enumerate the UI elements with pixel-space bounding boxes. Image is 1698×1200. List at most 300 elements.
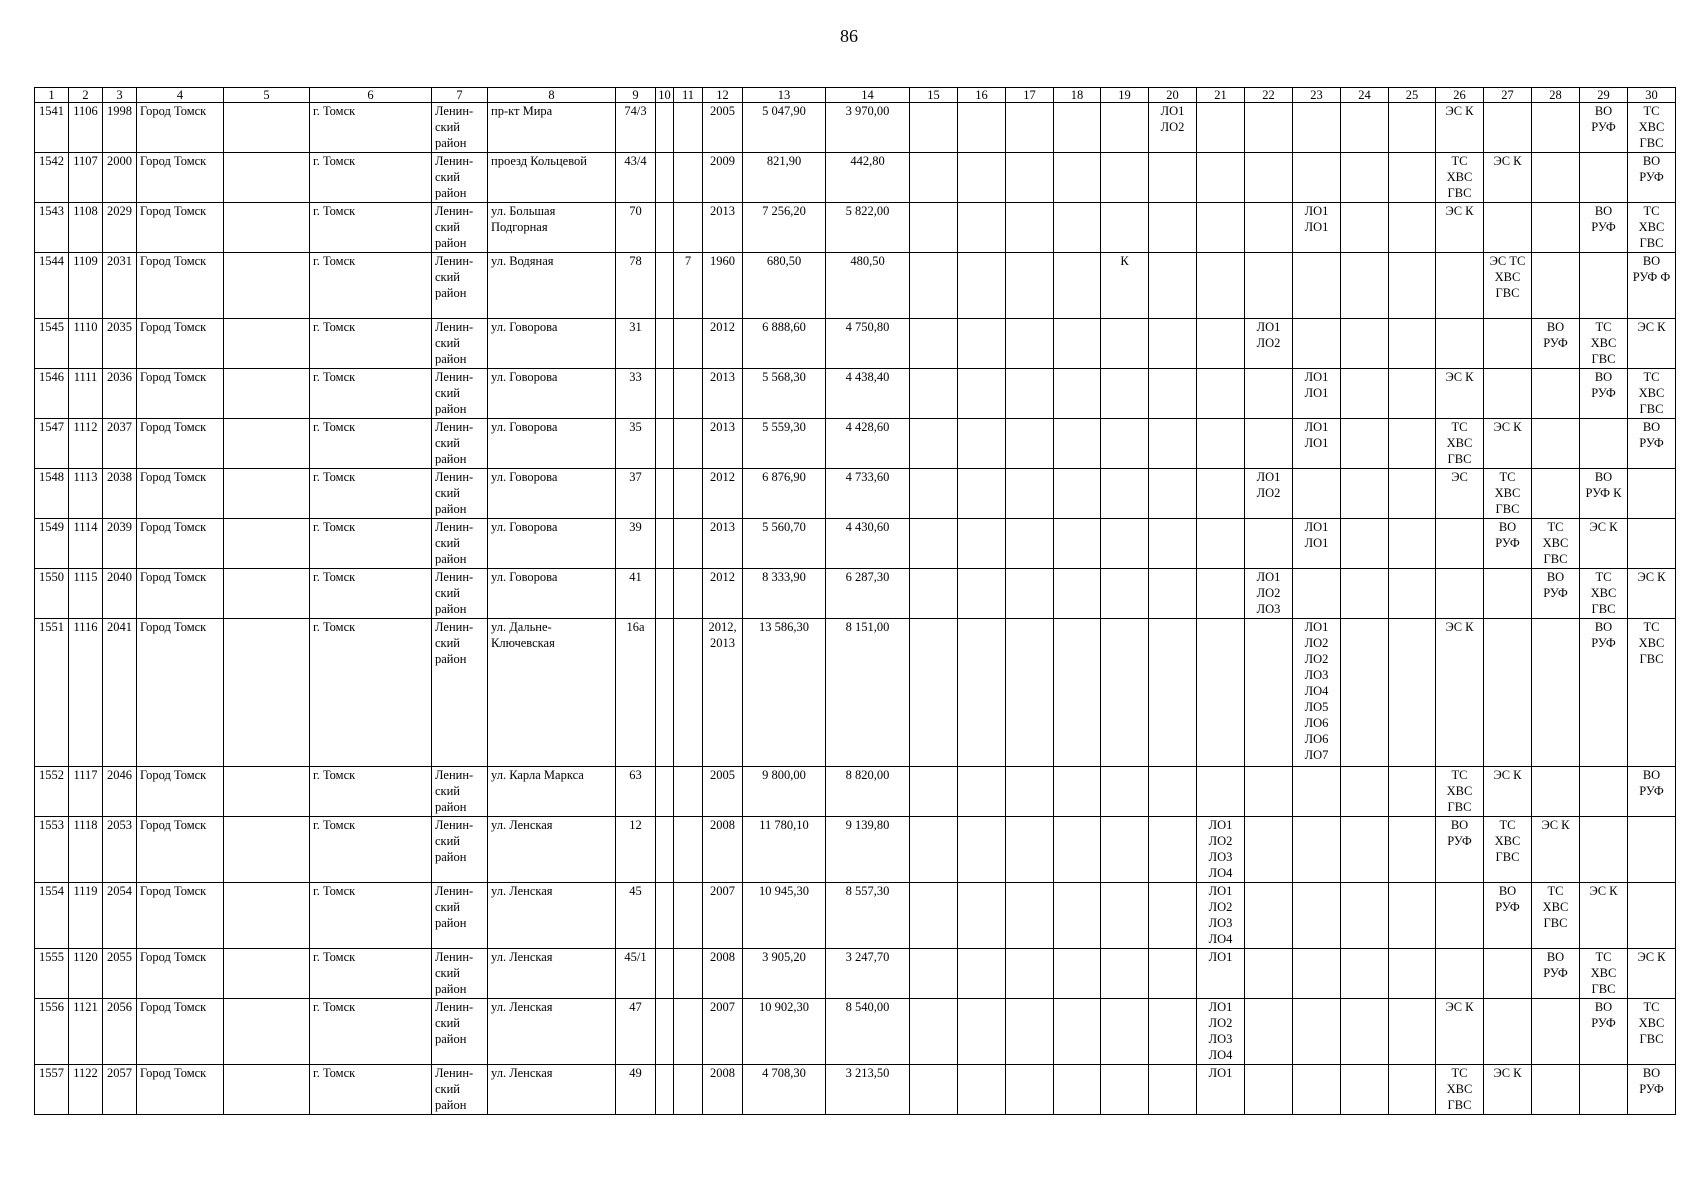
house-number-cell: 37	[616, 469, 656, 519]
total-area-cell: 5 559,30	[743, 419, 826, 469]
house-id-cell: 2041	[103, 619, 137, 767]
header-row	[35, 88, 1676, 103]
col-23-cell: ЛО1 ЛО1	[1293, 369, 1341, 419]
col-18-cell	[1054, 767, 1101, 817]
column-number-header: 9	[616, 88, 656, 103]
settlement-cell: г. Томск	[310, 469, 432, 519]
col-15-cell	[910, 319, 958, 369]
col-10-cell	[656, 883, 674, 949]
col-20-cell	[1149, 319, 1197, 369]
living-area-cell: 9 139,80	[826, 817, 910, 883]
registry-number-cell: 1112	[69, 419, 103, 469]
col-21-cell	[1197, 369, 1245, 419]
year-cell: 2013	[703, 419, 743, 469]
settlement-cell: г. Томск	[310, 883, 432, 949]
municipality-cell: Город Томск	[137, 569, 224, 619]
col-21-cell: ЛО1	[1197, 1065, 1245, 1115]
settlement-type-cell	[224, 999, 310, 1065]
col-26-cell	[1436, 883, 1484, 949]
col-21-cell	[1197, 253, 1245, 319]
municipality-cell: Город Томск	[137, 253, 224, 319]
table-row	[35, 469, 1676, 519]
year-cell: 1960	[703, 253, 743, 319]
col-10-cell	[656, 949, 674, 999]
settlement-cell: г. Томск	[310, 767, 432, 817]
col-20-cell	[1149, 419, 1197, 469]
house-number-cell: 47	[616, 999, 656, 1065]
settlement-type-cell	[224, 817, 310, 883]
col-11-cell	[674, 419, 703, 469]
district-cell: Ленин- ский район	[432, 519, 488, 569]
col-27-cell: ЭС К	[1484, 767, 1532, 817]
house-number-cell: 16а	[616, 619, 656, 767]
col-29-cell: ВО РУФ	[1580, 203, 1628, 253]
house-id-cell: 2031	[103, 253, 137, 319]
col-18-cell	[1054, 949, 1101, 999]
col-18-cell	[1054, 619, 1101, 767]
column-number-header: 6	[310, 88, 432, 103]
col-28-cell	[1532, 619, 1580, 767]
year-cell: 2013	[703, 203, 743, 253]
col-26-cell: ЭС К	[1436, 203, 1484, 253]
district-cell: Ленин- ский район	[432, 319, 488, 369]
registry-number-cell: 1108	[69, 203, 103, 253]
col-23-cell	[1293, 153, 1341, 203]
col-27-cell	[1484, 949, 1532, 999]
house-number-cell: 35	[616, 419, 656, 469]
row-number-cell: 1548	[35, 469, 69, 519]
registry-number-cell: 1111	[69, 369, 103, 419]
col-26-cell: ЭС К	[1436, 103, 1484, 153]
col-15-cell	[910, 369, 958, 419]
living-area-cell: 442,80	[826, 153, 910, 203]
col-18-cell	[1054, 999, 1101, 1065]
col-27-cell	[1484, 999, 1532, 1065]
column-number-header: 25	[1389, 88, 1436, 103]
year-cell: 2012, 2013	[703, 619, 743, 767]
col-21-cell	[1197, 767, 1245, 817]
municipality-cell: Город Томск	[137, 319, 224, 369]
col-27-cell	[1484, 569, 1532, 619]
street-cell: ул. Говорова	[488, 569, 616, 619]
house-number-cell: 12	[616, 817, 656, 883]
year-cell: 2012	[703, 469, 743, 519]
total-area-cell: 680,50	[743, 253, 826, 319]
total-area-cell: 4 708,30	[743, 1065, 826, 1115]
col-17-cell	[1006, 767, 1054, 817]
settlement-cell: г. Томск	[310, 153, 432, 203]
col-19-cell	[1101, 369, 1149, 419]
settlement-cell: г. Томск	[310, 619, 432, 767]
row-number-cell: 1557	[35, 1065, 69, 1115]
municipality-cell: Город Томск	[137, 767, 224, 817]
column-number-header: 12	[703, 88, 743, 103]
street-cell: ул. Говорова	[488, 319, 616, 369]
col-25-cell	[1389, 103, 1436, 153]
year-cell: 2007	[703, 999, 743, 1065]
col-11-cell	[674, 203, 703, 253]
col-23-cell	[1293, 103, 1341, 153]
col-16-cell	[958, 253, 1006, 319]
settlement-type-cell	[224, 103, 310, 153]
living-area-cell: 3 970,00	[826, 103, 910, 153]
living-area-cell: 8 557,30	[826, 883, 910, 949]
column-number-header: 14	[826, 88, 910, 103]
col-17-cell	[1006, 153, 1054, 203]
registry-number-cell: 1114	[69, 519, 103, 569]
district-cell: Ленин- ский район	[432, 103, 488, 153]
house-number-cell: 33	[616, 369, 656, 419]
col-11-cell	[674, 767, 703, 817]
registry-number-cell: 1117	[69, 767, 103, 817]
col-11-cell	[674, 153, 703, 203]
house-id-cell: 2054	[103, 883, 137, 949]
col-25-cell	[1389, 883, 1436, 949]
col-20-cell	[1149, 1065, 1197, 1115]
col-21-cell	[1197, 319, 1245, 369]
col-11-cell	[674, 999, 703, 1065]
col-20-cell	[1149, 253, 1197, 319]
column-number-header: 7	[432, 88, 488, 103]
col-18-cell	[1054, 153, 1101, 203]
col-29-cell	[1580, 153, 1628, 203]
col-19-cell	[1101, 319, 1149, 369]
col-19-cell	[1101, 1065, 1149, 1115]
house-id-cell: 2055	[103, 949, 137, 999]
column-number-header: 8	[488, 88, 616, 103]
house-id-cell: 2046	[103, 767, 137, 817]
col-30-cell: ВО РУФ	[1628, 419, 1676, 469]
col-24-cell	[1341, 319, 1389, 369]
col-28-cell	[1532, 1065, 1580, 1115]
total-area-cell: 10 945,30	[743, 883, 826, 949]
col-24-cell	[1341, 519, 1389, 569]
col-26-cell	[1436, 569, 1484, 619]
column-number-header: 28	[1532, 88, 1580, 103]
total-area-cell: 3 905,20	[743, 949, 826, 999]
col-26-cell: ЭС К	[1436, 619, 1484, 767]
living-area-cell: 5 822,00	[826, 203, 910, 253]
total-area-cell: 11 780,10	[743, 817, 826, 883]
settlement-cell: г. Томск	[310, 1065, 432, 1115]
col-25-cell	[1389, 203, 1436, 253]
col-30-cell: ВО РУФ	[1628, 153, 1676, 203]
col-10-cell	[656, 469, 674, 519]
col-24-cell	[1341, 103, 1389, 153]
col-27-cell: ЭС К	[1484, 153, 1532, 203]
municipality-cell: Город Томск	[137, 369, 224, 419]
living-area-cell: 8 820,00	[826, 767, 910, 817]
year-cell: 2005	[703, 767, 743, 817]
col-21-cell: ЛО1 ЛО2 ЛО3 ЛО4	[1197, 999, 1245, 1065]
year-cell: 2008	[703, 1065, 743, 1115]
col-26-cell	[1436, 519, 1484, 569]
settlement-type-cell	[224, 419, 310, 469]
col-28-cell	[1532, 203, 1580, 253]
col-23-cell: ЛО1 ЛО2 ЛО2 ЛО3 ЛО4 ЛО5 ЛО6 ЛО6 ЛО7	[1293, 619, 1341, 767]
settlement-type-cell	[224, 203, 310, 253]
col-18-cell	[1054, 569, 1101, 619]
district-cell: Ленин- ский район	[432, 883, 488, 949]
col-22-cell	[1245, 103, 1293, 153]
col-20-cell	[1149, 619, 1197, 767]
col-21-cell	[1197, 569, 1245, 619]
settlement-type-cell	[224, 619, 310, 767]
col-24-cell	[1341, 253, 1389, 319]
col-18-cell	[1054, 369, 1101, 419]
registry-number-cell: 1118	[69, 817, 103, 883]
col-19-cell	[1101, 619, 1149, 767]
table-row	[35, 949, 1676, 999]
col-29-cell	[1580, 419, 1628, 469]
street-cell: ул. Водяная	[488, 253, 616, 319]
col-21-cell: ЛО1 ЛО2 ЛО3 ЛО4	[1197, 883, 1245, 949]
col-21-cell	[1197, 419, 1245, 469]
col-25-cell	[1389, 569, 1436, 619]
house-number-cell: 70	[616, 203, 656, 253]
col-17-cell	[1006, 519, 1054, 569]
living-area-cell: 480,50	[826, 253, 910, 319]
settlement-cell: г. Томск	[310, 103, 432, 153]
col-18-cell	[1054, 319, 1101, 369]
house-id-cell: 2040	[103, 569, 137, 619]
col-30-cell: ЭС К	[1628, 949, 1676, 999]
col-30-cell: ЭС К	[1628, 569, 1676, 619]
col-22-cell: ЛО1 ЛО2	[1245, 319, 1293, 369]
row-number-cell: 1541	[35, 103, 69, 153]
column-number-header: 1	[35, 88, 69, 103]
year-cell: 2007	[703, 883, 743, 949]
street-cell: ул. Ленская	[488, 883, 616, 949]
registry-number-cell: 1116	[69, 619, 103, 767]
table-row	[35, 817, 1676, 883]
col-21-cell	[1197, 103, 1245, 153]
col-15-cell	[910, 569, 958, 619]
table-row	[35, 153, 1676, 203]
col-24-cell	[1341, 883, 1389, 949]
building-registry-table	[34, 87, 1676, 1115]
col-26-cell: ЭС К	[1436, 999, 1484, 1065]
total-area-cell: 6 876,90	[743, 469, 826, 519]
col-24-cell	[1341, 619, 1389, 767]
col-22-cell	[1245, 253, 1293, 319]
settlement-cell: г. Томск	[310, 369, 432, 419]
col-29-cell: ЭС К	[1580, 883, 1628, 949]
col-15-cell	[910, 999, 958, 1065]
col-10-cell	[656, 203, 674, 253]
col-23-cell	[1293, 253, 1341, 319]
district-cell: Ленин- ский район	[432, 999, 488, 1065]
col-24-cell	[1341, 369, 1389, 419]
settlement-type-cell	[224, 153, 310, 203]
col-17-cell	[1006, 469, 1054, 519]
street-cell: ул. Дальне- Ключевская	[488, 619, 616, 767]
col-29-cell	[1580, 817, 1628, 883]
district-cell: Ленин- ский район	[432, 369, 488, 419]
registry-number-cell: 1120	[69, 949, 103, 999]
district-cell: Ленин- ский район	[432, 949, 488, 999]
col-17-cell	[1006, 203, 1054, 253]
col-17-cell	[1006, 949, 1054, 999]
district-cell: Ленин- ский район	[432, 1065, 488, 1115]
column-number-header: 23	[1293, 88, 1341, 103]
col-16-cell	[958, 369, 1006, 419]
row-number-cell: 1543	[35, 203, 69, 253]
col-11-cell	[674, 619, 703, 767]
street-cell: ул. Карла Маркса	[488, 767, 616, 817]
col-10-cell	[656, 519, 674, 569]
total-area-cell: 8 333,90	[743, 569, 826, 619]
col-24-cell	[1341, 203, 1389, 253]
column-number-header: 16	[958, 88, 1006, 103]
column-number-header: 11	[674, 88, 703, 103]
col-27-cell	[1484, 103, 1532, 153]
col-30-cell: ТС ХВС ГВС	[1628, 103, 1676, 153]
row-number-cell: 1556	[35, 999, 69, 1065]
col-19-cell	[1101, 883, 1149, 949]
col-23-cell	[1293, 999, 1341, 1065]
col-26-cell: ЭС К	[1436, 369, 1484, 419]
house-id-cell: 2038	[103, 469, 137, 519]
settlement-cell: г. Томск	[310, 999, 432, 1065]
street-cell: ул. Ленская	[488, 1065, 616, 1115]
row-number-cell: 1547	[35, 419, 69, 469]
col-11-cell: 7	[674, 253, 703, 319]
municipality-cell: Город Томск	[137, 1065, 224, 1115]
col-15-cell	[910, 817, 958, 883]
col-26-cell: ВО РУФ	[1436, 817, 1484, 883]
col-25-cell	[1389, 999, 1436, 1065]
col-25-cell	[1389, 153, 1436, 203]
col-25-cell	[1389, 253, 1436, 319]
col-16-cell	[958, 619, 1006, 767]
house-id-cell: 2029	[103, 203, 137, 253]
registry-number-cell: 1110	[69, 319, 103, 369]
column-number-header: 4	[137, 88, 224, 103]
year-cell: 2013	[703, 369, 743, 419]
col-20-cell	[1149, 203, 1197, 253]
col-17-cell	[1006, 569, 1054, 619]
col-15-cell	[910, 203, 958, 253]
col-16-cell	[958, 999, 1006, 1065]
col-16-cell	[958, 1065, 1006, 1115]
settlement-cell: г. Томск	[310, 817, 432, 883]
col-15-cell	[910, 103, 958, 153]
col-11-cell	[674, 817, 703, 883]
col-16-cell	[958, 569, 1006, 619]
col-10-cell	[656, 1065, 674, 1115]
street-cell: проезд Кольцевой	[488, 153, 616, 203]
column-number-header: 22	[1245, 88, 1293, 103]
col-29-cell: ТС ХВС ГВС	[1580, 319, 1628, 369]
col-27-cell	[1484, 319, 1532, 369]
row-number-cell: 1555	[35, 949, 69, 999]
col-25-cell	[1389, 949, 1436, 999]
col-30-cell: ТС ХВС ГВС	[1628, 203, 1676, 253]
registry-number-cell: 1106	[69, 103, 103, 153]
year-cell: 2008	[703, 949, 743, 999]
col-28-cell	[1532, 153, 1580, 203]
settlement-cell: г. Томск	[310, 319, 432, 369]
settlement-cell: г. Томск	[310, 949, 432, 999]
municipality-cell: Город Томск	[137, 999, 224, 1065]
col-22-cell	[1245, 1065, 1293, 1115]
col-18-cell	[1054, 103, 1101, 153]
total-area-cell: 7 256,20	[743, 203, 826, 253]
col-19-cell	[1101, 767, 1149, 817]
col-30-cell: ВО РУФ	[1628, 767, 1676, 817]
table-row	[35, 999, 1676, 1065]
col-23-cell: ЛО1 ЛО1	[1293, 203, 1341, 253]
column-number-header: 20	[1149, 88, 1197, 103]
house-id-cell: 2056	[103, 999, 137, 1065]
col-10-cell	[656, 999, 674, 1065]
total-area-cell: 5 560,70	[743, 519, 826, 569]
col-18-cell	[1054, 817, 1101, 883]
col-19-cell	[1101, 203, 1149, 253]
col-15-cell	[910, 767, 958, 817]
col-15-cell	[910, 1065, 958, 1115]
col-22-cell	[1245, 949, 1293, 999]
col-17-cell	[1006, 103, 1054, 153]
col-23-cell	[1293, 569, 1341, 619]
year-cell: 2005	[703, 103, 743, 153]
col-16-cell	[958, 519, 1006, 569]
col-19-cell: К	[1101, 253, 1149, 319]
col-26-cell: ЭС	[1436, 469, 1484, 519]
settlement-type-cell	[224, 519, 310, 569]
col-20-cell: ЛО1 ЛО2	[1149, 103, 1197, 153]
col-15-cell	[910, 949, 958, 999]
col-23-cell: ЛО1 ЛО1	[1293, 519, 1341, 569]
col-18-cell	[1054, 419, 1101, 469]
col-11-cell	[674, 103, 703, 153]
col-20-cell	[1149, 153, 1197, 203]
col-28-cell	[1532, 419, 1580, 469]
col-19-cell	[1101, 999, 1149, 1065]
col-19-cell	[1101, 103, 1149, 153]
col-29-cell: ВО РУФ К	[1580, 469, 1628, 519]
col-16-cell	[958, 419, 1006, 469]
district-cell: Ленин- ский район	[432, 203, 488, 253]
col-17-cell	[1006, 883, 1054, 949]
col-10-cell	[656, 817, 674, 883]
year-cell: 2008	[703, 817, 743, 883]
col-10-cell	[656, 153, 674, 203]
col-15-cell	[910, 153, 958, 203]
col-22-cell	[1245, 153, 1293, 203]
col-27-cell: ВО РУФ	[1484, 883, 1532, 949]
col-25-cell	[1389, 619, 1436, 767]
col-23-cell	[1293, 319, 1341, 369]
col-19-cell	[1101, 569, 1149, 619]
col-21-cell: ЛО1	[1197, 949, 1245, 999]
col-27-cell	[1484, 619, 1532, 767]
municipality-cell: Город Томск	[137, 949, 224, 999]
house-id-cell: 2000	[103, 153, 137, 203]
col-30-cell: ТС ХВС ГВС	[1628, 619, 1676, 767]
district-cell: Ленин- ский район	[432, 419, 488, 469]
col-21-cell: ЛО1 ЛО2 ЛО3 ЛО4	[1197, 817, 1245, 883]
col-25-cell	[1389, 817, 1436, 883]
col-17-cell	[1006, 999, 1054, 1065]
col-30-cell	[1628, 519, 1676, 569]
col-23-cell	[1293, 1065, 1341, 1115]
col-25-cell	[1389, 419, 1436, 469]
district-cell: Ленин- ский район	[432, 569, 488, 619]
col-16-cell	[958, 817, 1006, 883]
col-17-cell	[1006, 1065, 1054, 1115]
